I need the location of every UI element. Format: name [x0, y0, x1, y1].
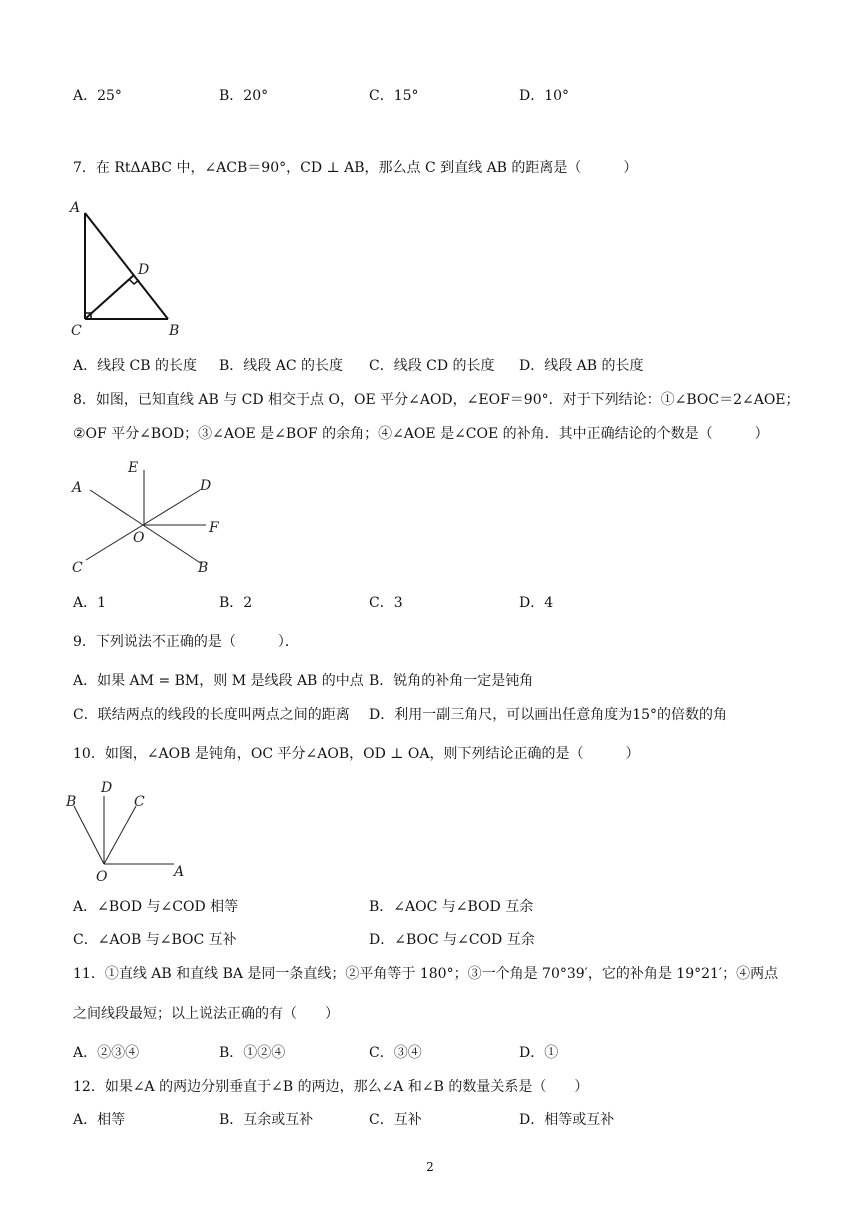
q8-label-o: O [133, 530, 145, 546]
q7-stem: 7．在 RtΔABC 中，∠ACB＝90°，CD ⊥ AB，那么点 C 到直线 AB 的距离是（ ） [73, 160, 638, 176]
q10-options-row2 [73, 930, 793, 950]
q8-options [73, 593, 793, 613]
q10-option-d: D．∠BOC 与∠COD 互余 [369, 932, 535, 948]
q12-option-a: A．相等 [73, 1112, 126, 1128]
q9-options-row2 [73, 705, 793, 725]
q8-option-c: C．3 [369, 595, 403, 611]
q6-option-d: D．10° [519, 88, 570, 104]
q10-label-o: O [96, 869, 108, 884]
q10-angles-figure [62, 776, 202, 884]
q8-stem-line1: 8．如图，已知直线 AB 与 CD 相交于点 O，OE 平分∠AOD，∠EOF＝90°．对于下列结论：①∠BOC＝2∠AOE； [73, 392, 800, 408]
page-number: 2 [426, 1160, 434, 1174]
q7-triangle-figure [66, 196, 196, 341]
q7-option-a: A．线段 CB 的长度 [73, 358, 198, 374]
q12-option-d: D．相等或互补 [519, 1112, 615, 1128]
q11-stem-line1: 11．①直线 AB 和直线 BA 是同一条直线；②平角等于 180°；③一个角是 70°39′，它的补角是 19°21′；④两点 [73, 966, 779, 982]
q8-label-b: B [198, 560, 209, 576]
q9-option-c: C．联结两点的线段的长度叫两点之间的距离 [73, 707, 350, 723]
q9-option-d: D．利用一副三角尺，可以画出任意角度为15°的倍数的角 [369, 707, 728, 723]
q10-option-a: A．∠BOD 与∠COD 相等 [73, 899, 239, 915]
q10-option-c: C．∠AOB 与∠BOC 互补 [73, 932, 237, 948]
q9-options-row1 [73, 671, 793, 691]
q10-option-b: B．∠AOC 与∠BOD 互余 [369, 899, 534, 915]
q8-label-d: D [200, 478, 212, 494]
q12-options [73, 1110, 793, 1130]
q10-label-d: D [101, 780, 113, 796]
q9-option-a: A．如果 AM = BM，则 M 是线段 AB 的中点 [73, 673, 364, 689]
q7-option-d: D．线段 AB 的长度 [519, 358, 644, 374]
q10-options-row1 [73, 897, 793, 917]
q7-label-c: C [71, 323, 82, 339]
q8-label-e: E [128, 460, 139, 476]
q6-option-b: B．20° [219, 88, 269, 104]
q11-option-a: A．②③④ [73, 1045, 140, 1061]
q7-option-c: C．线段 CD 的长度 [369, 358, 495, 374]
q8-option-a: A．1 [73, 595, 107, 611]
q11-options [73, 1043, 793, 1063]
q6-options [73, 86, 793, 106]
q8-label-a: A [72, 480, 83, 496]
q7-option-b: B．线段 AC 的长度 [219, 358, 344, 374]
q10-label-b: B [66, 794, 77, 810]
q7-label-d: D [138, 262, 150, 278]
q12-stem: 12．如果∠A 的两边分别垂直于∠B 的两边，那么∠A 和∠B 的数量关系是（ ） [73, 1079, 589, 1095]
q12-option-c: C．互补 [369, 1112, 422, 1128]
q6-option-a: A．25° [73, 88, 122, 104]
q9-option-b: B．锐角的补角一定是钝角 [369, 673, 534, 689]
q11-option-b: B．①②④ [219, 1045, 286, 1061]
q8-lines-figure [66, 456, 236, 581]
q8-label-f: F [209, 520, 219, 536]
q8-label-c: C [72, 560, 83, 576]
q10-stem: 10．如图，∠AOB 是钝角，OC 平分∠AOB，OD ⊥ OA，则下列结论正确的是（ ） [73, 746, 640, 762]
q6-option-c: C．15° [369, 88, 419, 104]
q10-label-a: A [174, 864, 185, 880]
q11-option-d: D．① [519, 1045, 559, 1061]
q9-stem: 9．下列说法不正确的是（ ）． [73, 634, 299, 650]
q7-label-a: A [70, 200, 81, 216]
q7-options [73, 356, 793, 376]
q11-option-c: C．③④ [369, 1045, 422, 1061]
q10-label-c: C [134, 794, 145, 810]
q11-stem-line2: 之间线段最短；以上说法正确的有（ ） [73, 1006, 339, 1022]
q7-label-b: B [169, 323, 180, 339]
q12-option-b: B．互余或互补 [219, 1112, 314, 1128]
q8-option-d: D．4 [519, 595, 554, 611]
q8-option-b: B．2 [219, 595, 253, 611]
q8-stem-line2: ②OF 平分∠BOD；③∠AOE 是∠BOF 的余角；④∠AOE 是∠COE 的补角．其中正确结论的个数是（ ） [73, 426, 769, 442]
